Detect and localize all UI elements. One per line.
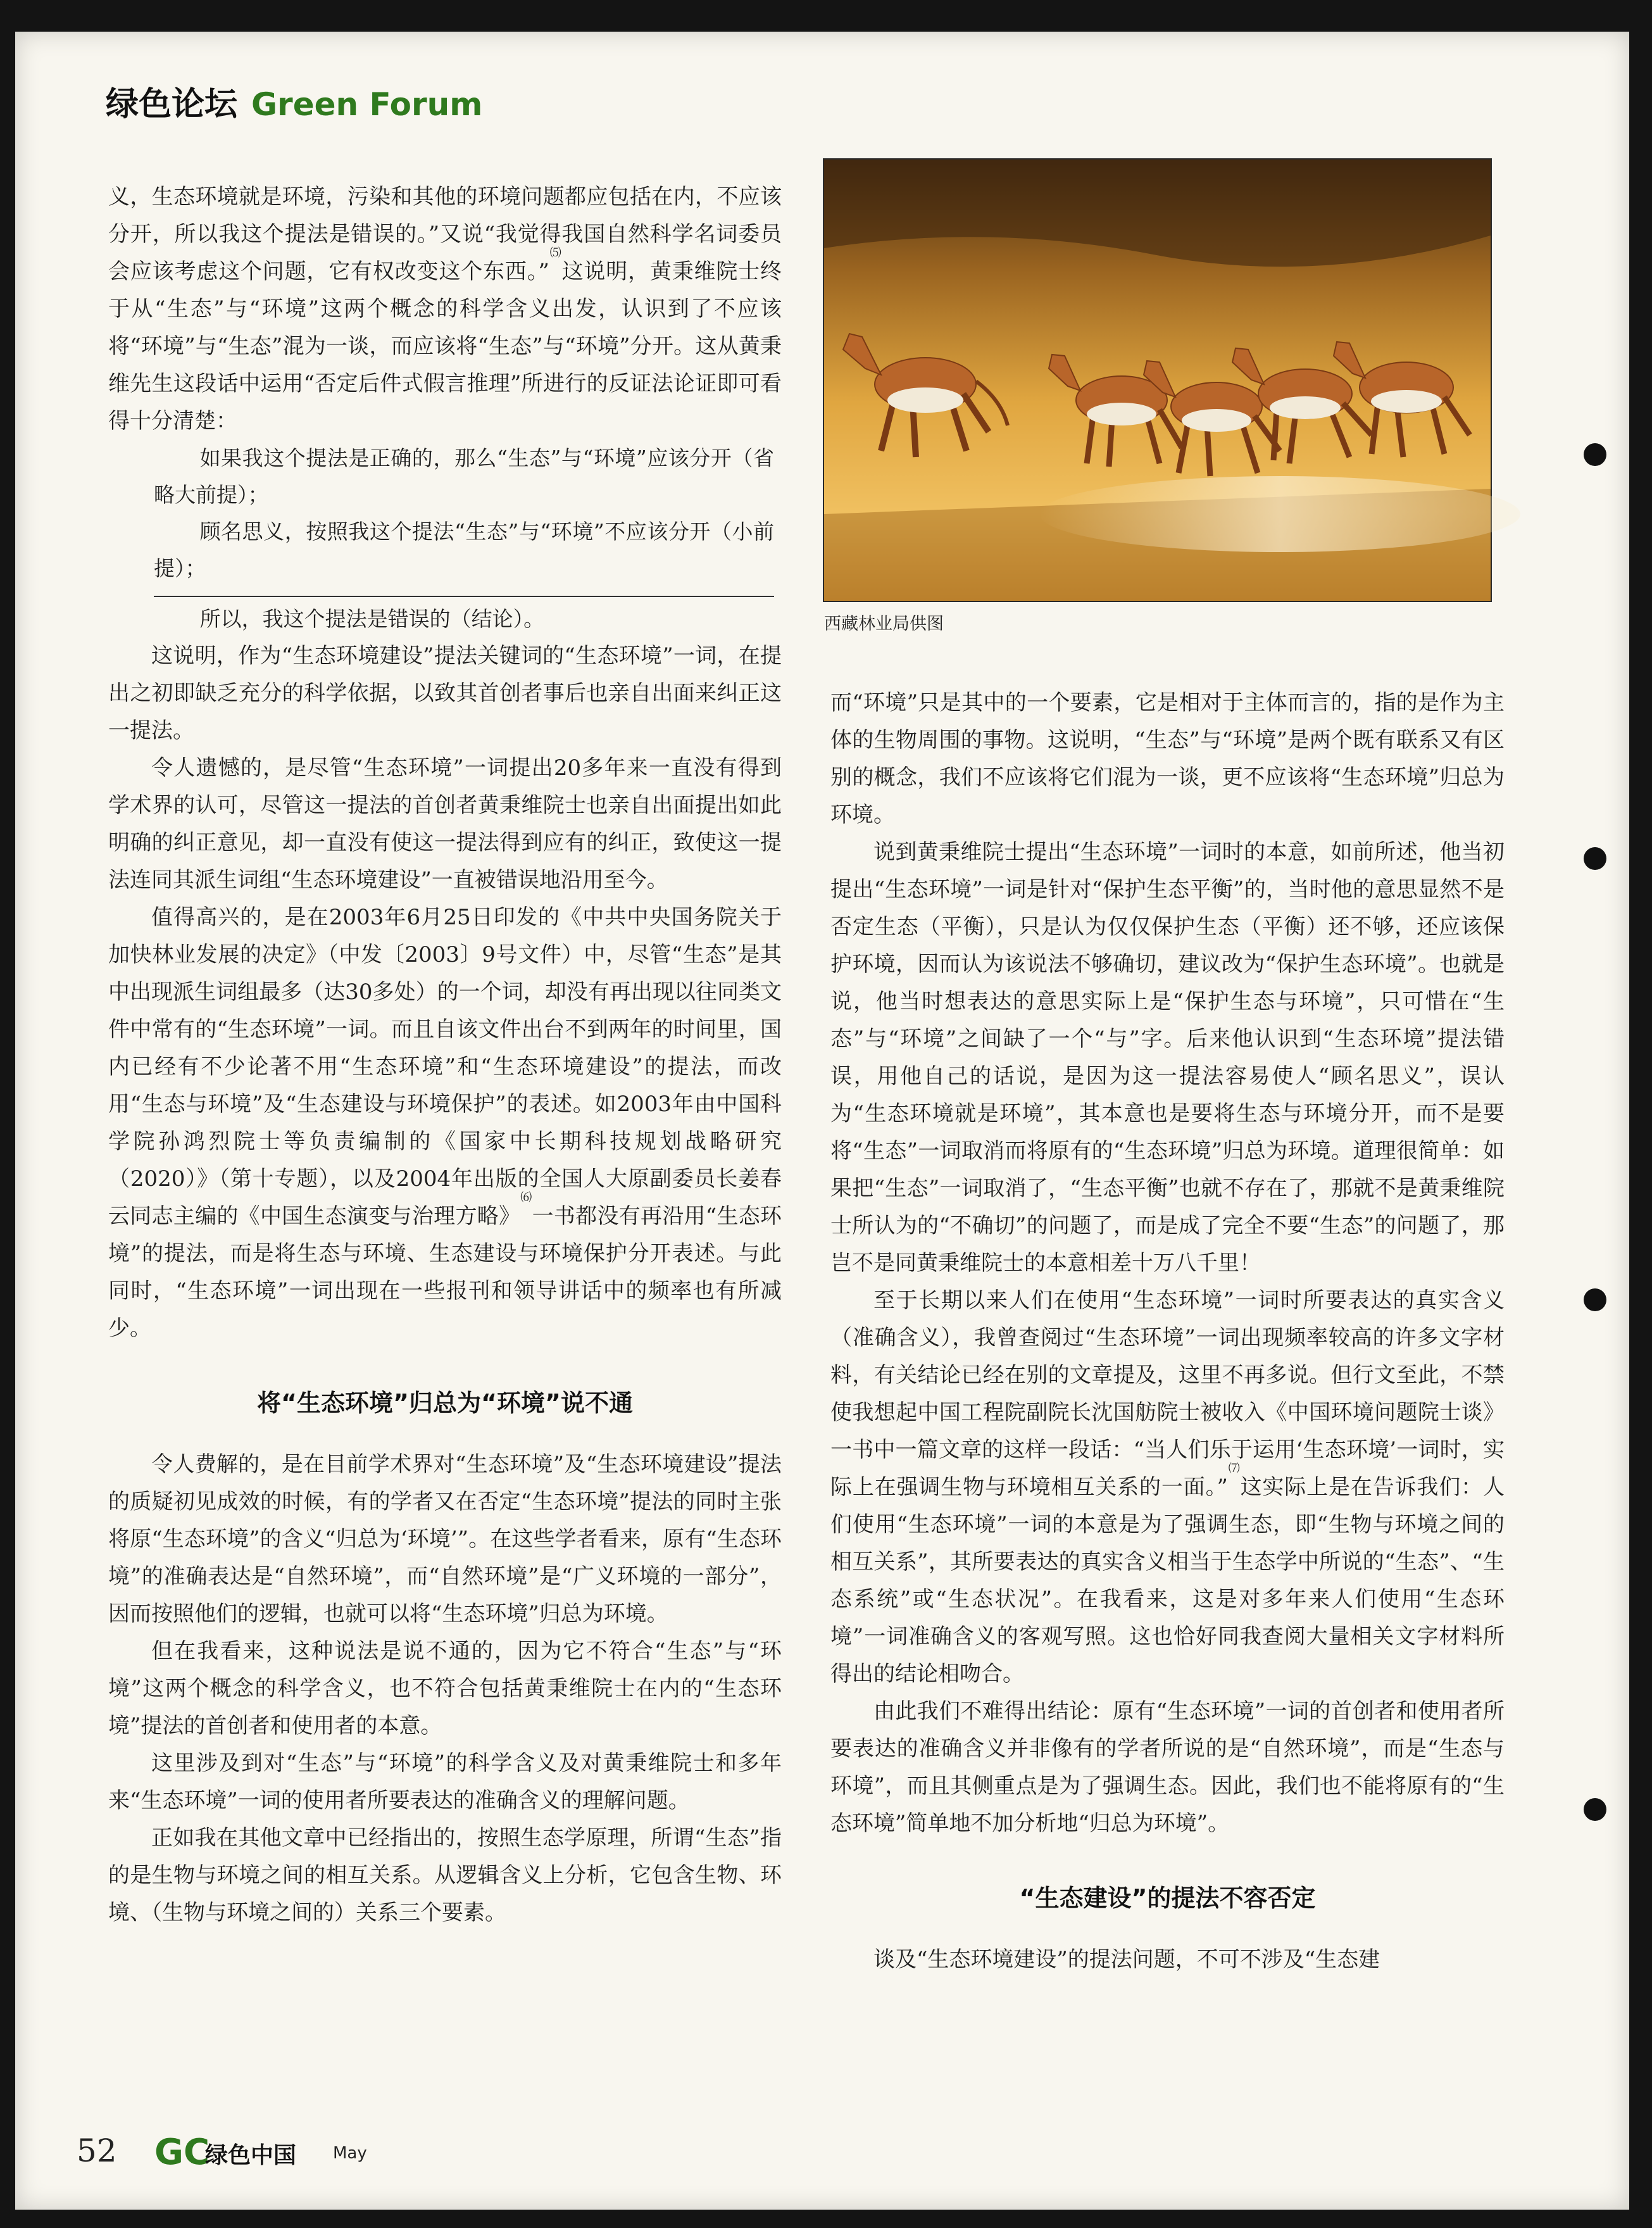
section-heading: “生态建设”的提法不容否定 bbox=[1019, 1884, 1316, 1912]
page-number: 52 bbox=[77, 2132, 117, 2169]
kiang-photo bbox=[823, 158, 1492, 602]
magazine-page bbox=[15, 32, 1629, 2210]
section-title-zh: 绿色论坛 bbox=[106, 85, 238, 123]
footnote-ref: ⑺ bbox=[1227, 1462, 1241, 1475]
paragraph: 义，生态环境就是环境，污染和其他的环境问题都应包括在内，不应该分开，所以我这个提法是错误的。”又说“我觉得我国自然科学名词委员会应该考虑这个问题，它有权改变这个东西。”⑸这说明，黄秉维院士终于从“生态”与“环境”这两个概念的科学含义出发，认识到了不应该将“环境”与“生态”混为一谈，而应该将“生态”与“环境”分开。这从黄秉维先生这段话中运用“否定后件式假言推理”所进行的反证法论证即可看得十分清楚： bbox=[108, 184, 782, 434]
paragraph: 但在我看来，这种说法是说不通的，因为它不符合“生态”与“环境”这两个概念的科学含义，也不符合包括黄秉维院士在内的“生态环境”提法的首创者和使用者的本意。 bbox=[108, 1639, 782, 1739]
paragraph: 至于长期以来人们在使用“生态环境”一词时所要表达的真实含义（准确含义），我曾查阅过“生态环境”一词出现频率较高的许多文字材料，有关结论已经在别的文章提及，这里不再多说。但行文至此，不禁使我想起中国工程院副院长沈国舫院士被收入《中国环境问题院士谈》一书中一篇文章的这样一段话：“当人们乐于运用‘生态环境’一词时，实际上在强调生物与环境相互关系的一面。”⑺这实际上是在告诉我们：人们使用“生态环境”一词的本意是为了强调生态，即“生物与环境之间的相互关系”，其所要表达的真实含义相当于生态学中所说的“生态”、“生态系统”或“生态状况”。在我看来，这是对多年来人们使用“生态环境”一词准确含义的客观写照。这也恰好同我查阅大量相关文字材料所得出的结论相吻合。 bbox=[830, 1288, 1505, 1687]
photo-caption: 西藏林业局供图 bbox=[824, 614, 944, 634]
conclusion: 所以，我这个提法是错误的（结论）。 bbox=[199, 607, 545, 631]
syllogism-block bbox=[108, 440, 774, 638]
paragraph: 正如我在其他文章中已经指出的，按照生态学原理，所谓“生态”指的是生物与环境之间的相互关系。从逻辑含义上分析，它包含生物、环境、（生物与环境之间的）关系三个要素。 bbox=[108, 1825, 782, 1925]
footnote-ref: ⑸ bbox=[549, 246, 562, 260]
major-premise: 如果我这个提法是正确的，那么“生态”与“环境”应该分开（省略大前提）； bbox=[154, 446, 774, 507]
gc-logo-text: GC bbox=[154, 2132, 210, 2173]
page-footer bbox=[15, 2121, 775, 2184]
paragraph: 这说明，作为“生态环境建设”提法关键词的“生态环境”一词，在提出之初即缺乏充分的科学依据，以致其首创者事后也亲自出面来纠正这一提法。 bbox=[108, 643, 782, 743]
paragraph: 说到黄秉维院士提出“生态环境”一词时的本意，如前所述，他当初提出“生态环境”一词是针对“保护生态平衡”的，当时他的意思显然不是否定生态（平衡），只是认为仅仅保护生态（平衡）还不够，还应该保护环境，因而认为该说法不够确切，建议改为“保护生态环境”。也就是说，他当时想表达的意思实际上是“保护生态与环境”，只可惜在“生态”与“环境”之间缺了一个“与”字。后来他认识到“生态环境”提法错误，用他自己的话说，是因为这一提法容易使人“顾名思义”，误认为“生态环境就是环境”，其本意也是要将生态与环境分开，而不是要将“生态”一词取消而将原有的“生态环境”归总为环境。道理很简单：如果把“生态”一词取消了，“生态平衡”也就不存在了，那就不是黄秉维院士所认为的“不确切”的问题了，而是成了完全不要“生态”的问题了，那岂不是同黄秉维院士的本意相差十万八千里！ bbox=[830, 840, 1505, 1276]
minor-premise: 顾名思义，按照我这个提法“生态”与“环境”不应该分开（小前提）； bbox=[154, 519, 774, 581]
issue-month: May bbox=[333, 2144, 367, 2163]
gc-logo-icon bbox=[153, 2129, 210, 2173]
right-column bbox=[830, 684, 1505, 1979]
paragraph: 值得高兴的，是在2003年6月25日印发的《中共中央国务院关于加快林业发展的决定》（中发〔2003〕9号文件）中，尽管“生态”是其中出现派生词组最多（达30多处）的一个词，却没有再出现以往同类文件中常有的“生态环境”一词。而且自该文件出台不到两年的时间里，国内已经有不少论著不用“生态环境”和“生态环境建设”的提法，而改用“生态与环境”及“生态建设与环境保护”的表述。如2003年由中国科学院孙鸿烈院士等负责编制的《国家中长期科技规划战略研究（2020）》（第十专题），以及2004年出版的全国人大原副委员长姜春云同志主编的《中国生态演变与治理方略》⑹一书都没有再沿用“生态环境”的提法，而是将生态与环境、生态建设与环境保护分开表述。与此同时，“生态环境”一词出现在一些报刊和领导讲话中的频率也有所减少。 bbox=[108, 905, 782, 1341]
paragraph: 由此我们不难得出结论：原有“生态环境”一词的首创者和使用者所要表达的准确含义并非像有的学者所说的是“自然环境”，而是“生态与环境”，而且其侧重点是为了强调生态。因此，我们也不能将原有的“生态环境”简单地不加分析地“归总为环境”。 bbox=[830, 1699, 1505, 1836]
binder-hole bbox=[1584, 847, 1606, 870]
section-title-en: Green Forum bbox=[251, 86, 483, 123]
left-column bbox=[108, 179, 782, 1932]
paragraph: 而“环境”只是其中的一个要素，它是相对于主体而言的，指的是作为主体的生物周围的事物。这说明，“生态”与“环境”是两个既有联系又有区别的概念，我们不应该将它们混为一谈，更不应该将“生态环境”归总为环境。 bbox=[830, 690, 1505, 828]
binder-hole bbox=[1584, 1288, 1606, 1311]
wild-asses-illustration bbox=[824, 160, 1491, 601]
footnote-ref: ⑹ bbox=[520, 1191, 532, 1204]
paragraph: 谈及“生态环境建设”的提法问题，不可不涉及“生态建 bbox=[873, 1947, 1380, 1972]
section-heading: 将“生态环境”归总为“环境”说不通 bbox=[257, 1389, 633, 1417]
section-header bbox=[106, 77, 482, 125]
magazine-name: 绿色中国 bbox=[205, 2143, 297, 2168]
binder-hole bbox=[1584, 1798, 1606, 1821]
paragraph: 令人费解的，是在目前学术界对“生态环境”及“生态环境建设”提法的质疑初见成效的时候，有的学者又在否定“生态环境”提法的同时主张将原“生态环境”的含义“归总为‘环境’”。在这些学者看来，原有“生态环境”的准确表达是“自然环境”，而“自然环境”是“广义环境的一部分”，因而按照他们的逻辑，也就可以将“生态环境”归总为环境。 bbox=[108, 1452, 782, 1627]
binder-hole bbox=[1584, 443, 1606, 466]
paragraph: 令人遗憾的，是尽管“生态环境”一词提出20多年来一直没有得到学术界的认可，尽管这一提法的首创者黄秉维院士也亲自出面提出如此明确的纠正意见，却一直没有使这一提法得到应有的纠正，致使这一提法连同其派生词组“生态环境建设”一直被错误地沿用至今。 bbox=[108, 755, 782, 893]
paragraph: 这里涉及到对“生态”与“环境”的科学含义及对黄秉维院士和多年来“生态环境”一词的使用者所要表达的准确含义的理解问题。 bbox=[108, 1751, 782, 1813]
syllogism-divider bbox=[154, 596, 774, 597]
